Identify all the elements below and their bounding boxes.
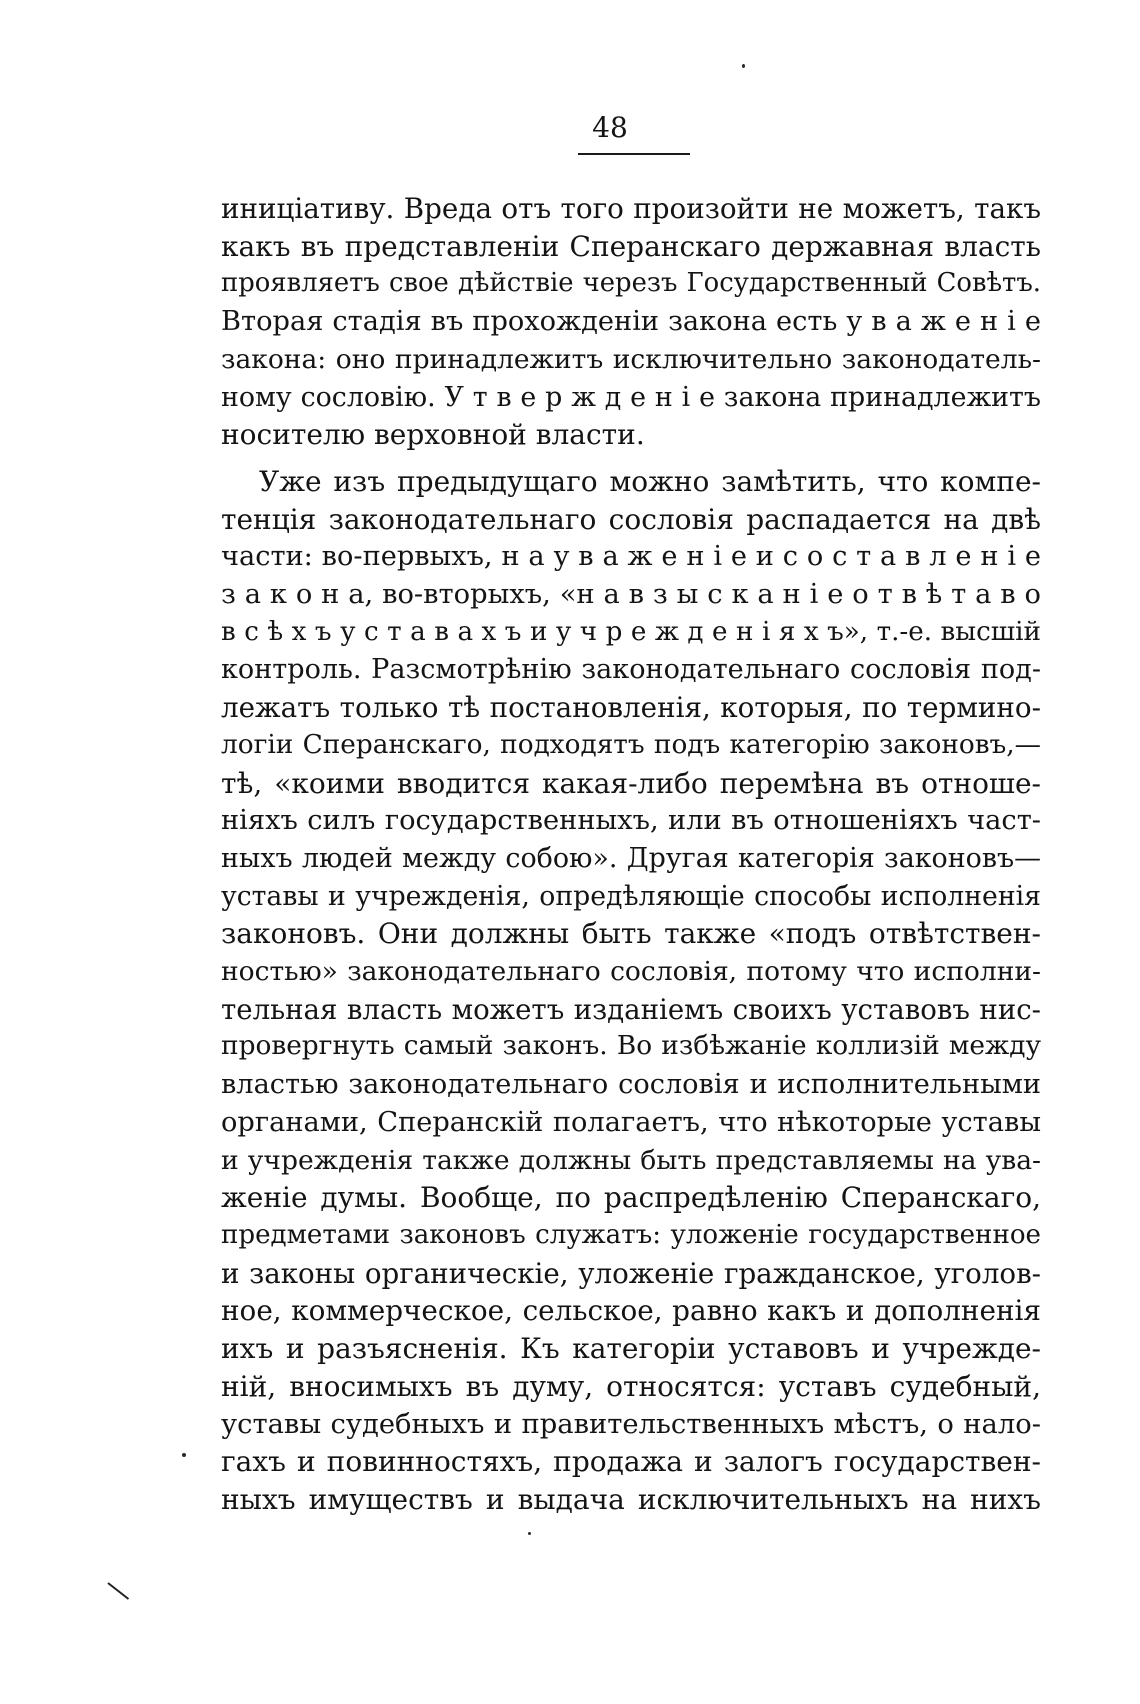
- scan-speck: [742, 64, 745, 68]
- text-line: и законы органическiе, уложенiе гражданское, уголов-: [221, 1256, 1041, 1290]
- page-number-rule: [578, 153, 690, 155]
- page-number: 48: [592, 111, 628, 144]
- text-line: логiи Сперанскаго, подходятъ подъ категорiю законовъ,—: [221, 729, 1041, 760]
- scan-speck: [528, 1532, 531, 1535]
- text-line: тѣ, «коими вводится какая-либо перемѣна въ отноше-: [221, 766, 1041, 800]
- text-line: законовъ. Они должны быть также «подъ отвѣтствен-: [221, 917, 1041, 951]
- paragraph-1: [221, 190, 1041, 454]
- text-line: гахъ и повинностяхъ, продажа и залогъ государствен-: [221, 1445, 1041, 1479]
- text-line: предметами законовъ служатъ: уложенiе государственное: [221, 1219, 1041, 1250]
- text-line: провергнуть самый законъ. Во избѣжанiе коллизiй между: [221, 1031, 1041, 1062]
- text-line: и учрежденiя также должны быть представляемы на ува-: [221, 1144, 1041, 1176]
- text-line: проявляетъ свое дѣйствiе черезъ Государственный Совѣтъ.: [221, 268, 1041, 299]
- text-line: ныхъ людей между собою». Другая категорiя законовъ—: [221, 842, 1041, 874]
- text-line: какъ въ представленiи Сперанскаго державная власть: [221, 229, 1041, 263]
- text-line: органами, Сперанскiй полагаетъ, что нѣкоторые уставы: [221, 1106, 1041, 1138]
- text-line: закона: оно принадлежитъ исключительно законодатель-: [221, 343, 1041, 375]
- text-line: контроль. Разсмотрѣнiю законодательнаго сословiя под-: [221, 654, 1041, 686]
- text-line: з а к о н а, во-вторыхъ, «н а в з ы с к а н i е о т в ѣ т а в о: [221, 579, 1041, 611]
- text-line: уставы и учрежденiя, опредѣляющiе способы исполненiя: [221, 880, 1041, 912]
- text-line: тенцiя законодательнаго сословiя распадается на двѣ: [221, 502, 1041, 536]
- text-line: тельная власть можетъ изданiемъ своихъ уставовъ нис-: [221, 992, 1041, 1026]
- text-line: ныхъ имуществъ и выдача исключительныхъ на нихъ: [221, 1482, 1041, 1516]
- text-line: ному сословiю. У т в е р ж д е н i е закона принадлежитъ: [221, 381, 1041, 413]
- text-line: женiе думы. Вообще, по распредѣленiю Сперанскаго,: [221, 1181, 1041, 1215]
- text-line: уставы судебныхъ и правительственныхъ мѣстъ, о нало-: [221, 1408, 1041, 1440]
- scan-mark: [107, 1582, 129, 1600]
- text-line: носителю верховной власти.: [221, 418, 645, 452]
- paragraph-2: [221, 463, 1041, 1519]
- text-line: ностью» законодательнаго сословiя, потому что исполни-: [221, 956, 1041, 988]
- text-line: нiяхъ силъ государственныхъ, или въ отношенiяхъ част-: [221, 805, 1041, 837]
- text-line: Уже изъ предыдущаго можно замѣтить, что компе-: [259, 464, 1041, 498]
- text-line: иницiативу. Вреда отъ того произойти не можетъ, такъ: [221, 192, 1041, 225]
- text-line: в с ѣ х ъ у с т а в а х ъ и у ч р е ж д е н i я х ъ», т.-е. высшiй: [221, 616, 1041, 647]
- text-line: ихъ и разъясненiя. Къ категорiи уставовъ и учрежде-: [221, 1332, 1041, 1366]
- text-line: ное, коммерческое, сельское, равно какъ и дополненiя: [221, 1294, 1041, 1328]
- text-line: властью законодательнаго сословiя и исполнительными: [221, 1069, 1041, 1101]
- text-line: лежатъ только тѣ постановленiя, которыя, по термино-: [221, 691, 1041, 725]
- text-line: нiй, вносимыхъ въ думу, относятся: уставъ судебный,: [221, 1369, 1041, 1403]
- body-text: [221, 190, 1041, 1519]
- paragraph-gap: [221, 454, 1041, 463]
- text-line: Вторая стадiя въ прохожденiи закона есть у в а ж е н i е: [221, 306, 1041, 338]
- text-line: части: во-первыхъ, н а у в а ж е н i е и с о с т а в л е н i е: [221, 541, 1041, 573]
- scan-speck: [182, 1453, 186, 1457]
